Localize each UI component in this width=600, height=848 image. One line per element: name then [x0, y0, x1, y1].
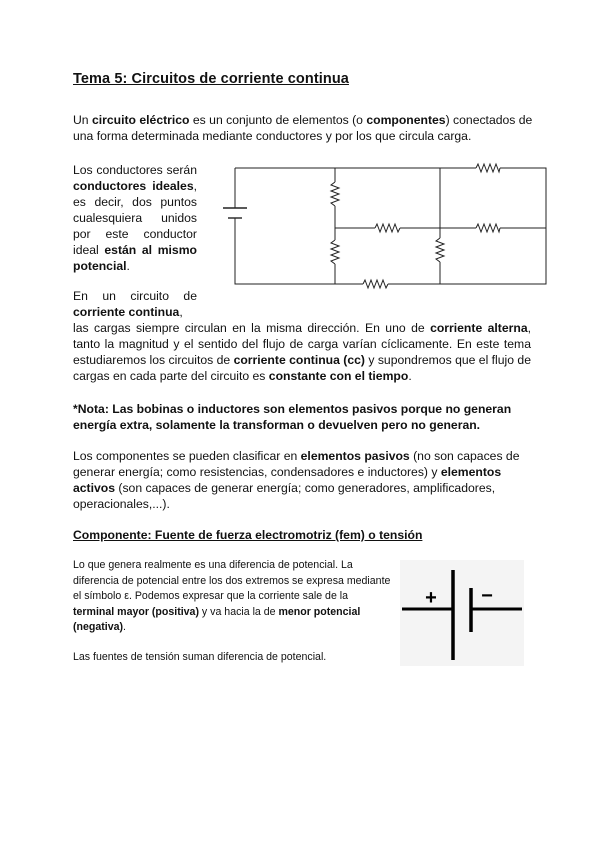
text: , tanto la magnitud y el sentido del flujo de carga varían cíclicamente. En este tema estudiaremos los circuitos de: [73, 321, 531, 367]
text: ) conectados de una forma determinada mediante conductores y por los que circula carga.: [73, 113, 533, 143]
resistor: [363, 280, 388, 288]
text: y supondremos que el flujo de cargas en cada parte del circuito es: [73, 353, 531, 383]
nota-paragraph: *Nota: Las bobinas o inductores son elementos pasivos porque no generan energía extra, solamente la transforman o devuelven pero no generan.: [73, 402, 512, 432]
text: . Podemos expresar que la corriente sale de la: [128, 590, 349, 602]
bold-text: corriente alterna: [430, 321, 528, 335]
continua-paragraph: [73, 320, 531, 384]
suman-paragraph: Las fuentes de tensión suman diferencia de potencial.: [73, 651, 327, 663]
text: , es decir, dos puntos cualesquiera unidos por este conductor ideal: [73, 179, 197, 257]
resistor: [476, 224, 500, 232]
resistor: [436, 238, 444, 262]
text: Los componentes se pueden clasificar en: [73, 449, 301, 463]
circuit-diagram: [218, 160, 550, 294]
bold-text: elementos activos: [73, 465, 502, 495]
text: (no son capaces de generar energía; como resistencias, condensadores e inductores) y: [73, 449, 520, 479]
text: En un circuito de: [73, 289, 197, 303]
bold-text: conductores ideales: [73, 179, 194, 193]
epsilon-symbol: ε: [124, 590, 129, 602]
bold-text: corriente continua: [73, 305, 180, 319]
page-title: Tema 5: Circuitos de corriente continua: [73, 71, 349, 87]
bold-text: están al mismo potencial: [73, 243, 197, 273]
resistor: [331, 240, 339, 264]
text: Un: [73, 113, 92, 127]
text: Los conductores serán: [73, 163, 197, 177]
text: (son capaces de generar energía; como generadores, amplificadores, operacionales,...).: [73, 481, 496, 511]
fem-paragraph: [73, 558, 391, 636]
text: .: [123, 621, 126, 633]
bold-text: terminal mayor (positiva): [73, 605, 199, 618]
bold-text: elementos pasivos: [300, 449, 410, 463]
text: .: [126, 259, 130, 273]
minus-sign: −: [481, 585, 493, 607]
resistor: [476, 164, 500, 172]
componentes-paragraph: [73, 448, 523, 512]
text: Lo que genera realmente es una diferencia de potencial. La diferencia de potencial entre los dos extremos se expresa mediante el símbolo: [73, 559, 391, 602]
text: ,: [179, 305, 183, 319]
bold-text: menor potencial (negativa): [73, 605, 361, 633]
text: las cargas siempre circulan en la misma dirección. En uno de: [73, 321, 431, 335]
figure-background: [400, 560, 524, 666]
conductores-paragraph: [73, 162, 197, 274]
bold-text: circuito eléctrico: [91, 113, 190, 127]
plus-sign: +: [425, 587, 437, 609]
text: y va hacia la de: [198, 605, 279, 618]
resistor: [375, 224, 400, 232]
text: es un conjunto de elementos (o: [189, 113, 367, 127]
intro-paragraph: [73, 112, 533, 144]
bold-text: componentes: [366, 113, 446, 127]
bold-text: constante con el tiempo: [268, 369, 409, 383]
text: .: [408, 369, 412, 383]
resistor: [331, 182, 339, 206]
wire: [388, 168, 546, 284]
battery-symbol-figure: [400, 560, 524, 666]
continua-paragraph-start: [73, 288, 197, 320]
bold-text: corriente continua (cc): [233, 353, 365, 367]
section-subtitle: Componente: Fuente de fuerza electromotriz (fem) o tensión: [73, 528, 423, 542]
